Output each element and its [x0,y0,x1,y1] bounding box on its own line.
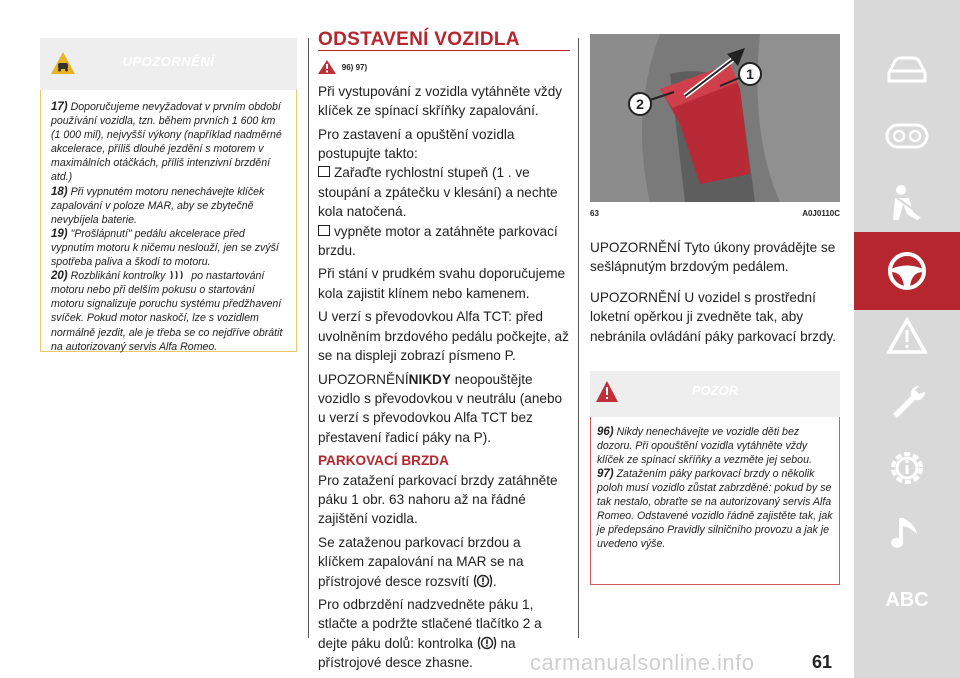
main-column [318,30,570,677]
sidebar-item-car[interactable] [854,34,960,106]
paragraph: Pro zatažení parkovací brzdy zatáhněte páku 1 obr. 63 nahoru až na řádné zajištění vozidla. [318,472,558,527]
bullet-square-icon [318,166,330,177]
brake-warning-icon [473,573,493,589]
warning-triangle-icon [318,60,336,74]
sidebar-item-driving[interactable] [854,232,960,310]
sidebar-item-multimedia[interactable] [854,498,960,570]
gauges-icon [885,122,929,150]
bullet-square-icon [318,225,330,236]
column-divider [578,38,579,638]
parking-brake-photo [590,34,840,202]
glow-plug-icon [168,269,188,279]
warning-item-18: 18) Při vypnutém motoru nenechávejte klíček zapalování v poloze MAR, aby se zbytečně nevybíjela baterie. [51,185,265,226]
sidebar-item-instruments[interactable] [854,100,960,172]
bullet-item: Zařaďte rychlostní stupeň (1 . ve stoupání a zpátečku v klesání) a nechte kola natočená. [318,165,558,220]
figure-code: A0J0110C [802,209,840,218]
wrench-icon [887,382,927,422]
bullet-item: vypněte motor a zatáhněte parkovací brzdu. [318,223,558,259]
caution-item-97: 97) Zatažením páky parkovací brzdy o několik poloh musí vozidlo zůstat zabrzděné: pokud by se tak nestalo, obraťte se na autorizovaný servis Alfa Romeo. Odstavené vozidlo řádně zajistěte tak, jak je předepsáno Pravidly silničního provozu a jak je uvedeno výše. [597,468,833,551]
chapter-sidebar [854,0,960,678]
sidebar-item-emergency[interactable] [854,300,960,372]
paragraph: Při vystupování z vozidla vytáhněte vždy klíček ze spínací skříňky zapalování. [318,83,563,119]
figure-number: 63 [590,209,599,218]
gear-info-icon [886,447,928,489]
refs-line [318,58,570,77]
warning-title: UPOZORNĚNÍ [122,54,215,69]
figure-label-2: 2 [636,96,644,112]
steering-wheel-icon [886,250,928,292]
sidebar-item-index[interactable] [854,564,960,636]
notes [590,238,840,346]
warning-item-20: 20) Rozblikání kontrolky po nastartování motoru nebo při delším pokusu o startování motoru signalizuje poruchu systému předžhavení svíček. Pokud motor naskočí, lze s vozidlem normálně jezdit, ale je třeba se co nejdříve obrátit na autorizovaný servis Alfa Romeo. [51,270,283,353]
caution-title: POZOR [691,383,739,399]
subsection-title: PARKOVACÍ BRZDA [318,453,449,469]
warning-box [40,38,297,352]
paragraph: U verzí s převodovkou Alfa TCT: před uvolněním brzdového pedálu počkejte, až se na displeji zobrazí písmeno P. [318,309,569,364]
sidebar-item-maintenance[interactable] [854,366,960,438]
warning-body [40,90,297,352]
seatbelt-person-icon [887,182,927,222]
caution-header [590,371,840,417]
figure-label-1: 1 [746,66,754,82]
paragraph: Pro odbrzdění nadzvedněte páku 1, stlačte a podržte stlačené tlačítko 2 a dejte páku dolů: kontrolka na přístrojové desce zhasne. [318,596,542,671]
paragraph: Při stání v prudkém svahu doporučujeme kola zajistit klínem nebo kamenem. [318,266,566,301]
index-label: ABC [885,588,929,611]
warning-triangle-icon [886,317,928,355]
column-divider [308,38,309,638]
paragraph: Pro zastavení a opuštění vozidla postupujte takto: [318,126,515,162]
caution-body [590,417,840,585]
car-icon [885,55,929,85]
section-title: ODSTAVENÍ VOZIDLA [318,30,570,51]
music-note-icon [889,514,925,554]
figure-caption [590,209,840,218]
sidebar-item-safety[interactable] [854,166,960,238]
right-column [590,34,840,585]
warning-header [40,38,297,90]
caution-item-96: 96) Nikdy nenechávejte ve vozidle děti bez dozoru. Při opouštění vozidla vytáhněte vždy klíček ze spínací skříňky a vezměte jej sebou. [597,426,812,467]
paragraph: UPOZORNĚNÍ U vozidel s prostřední loketní opěrkou ji zvedněte tak, aby nebránila ovládání páky parkovací brzdy. [590,289,837,344]
brake-warning-icon [477,635,497,651]
paragraph: UPOZORNĚNÍ Tyto úkony provádějte se sešlápnutým brzdovým pedálem. [590,240,836,275]
page-number: 61 [812,652,833,672]
warning-item-17: 17) Doporučujeme nevyžadovat v prvním období používání vozidla, tzn. během prvních 1 600 km (1 000 mil), nejvyšší výkony (například nadměrné akcelerace, příliš dlouhé jezdění s motorem v maximálních otáčkách, příliš intenzivní brzdění atd.) [51,101,282,184]
watermark: carmanualsonline.info [530,650,755,675]
warning-item-19: 19) "Prošlápnutí" pedálu akcelerace před vypnutím motoru k ničemu neslouží, jen se zvýší spotřeba paliva a škodí to motoru. [51,227,279,269]
paragraph: UPOZORNĚNÍNIKDY neopouštějte vozidlo s převodovkou v neutrálu (anebo u verzí s převodovkou Alfa TCT bez přestavení řadicí páky na P). [318,371,563,445]
refs: 96) 97) [341,63,368,73]
sidebar-item-technical-data[interactable] [854,432,960,504]
paragraph: Se zataženou parkovací brzdou a klíčkem zapalování na MAR se na přístrojové desce rozsvítí . [318,534,524,589]
parking-brake-illustration [590,34,840,202]
